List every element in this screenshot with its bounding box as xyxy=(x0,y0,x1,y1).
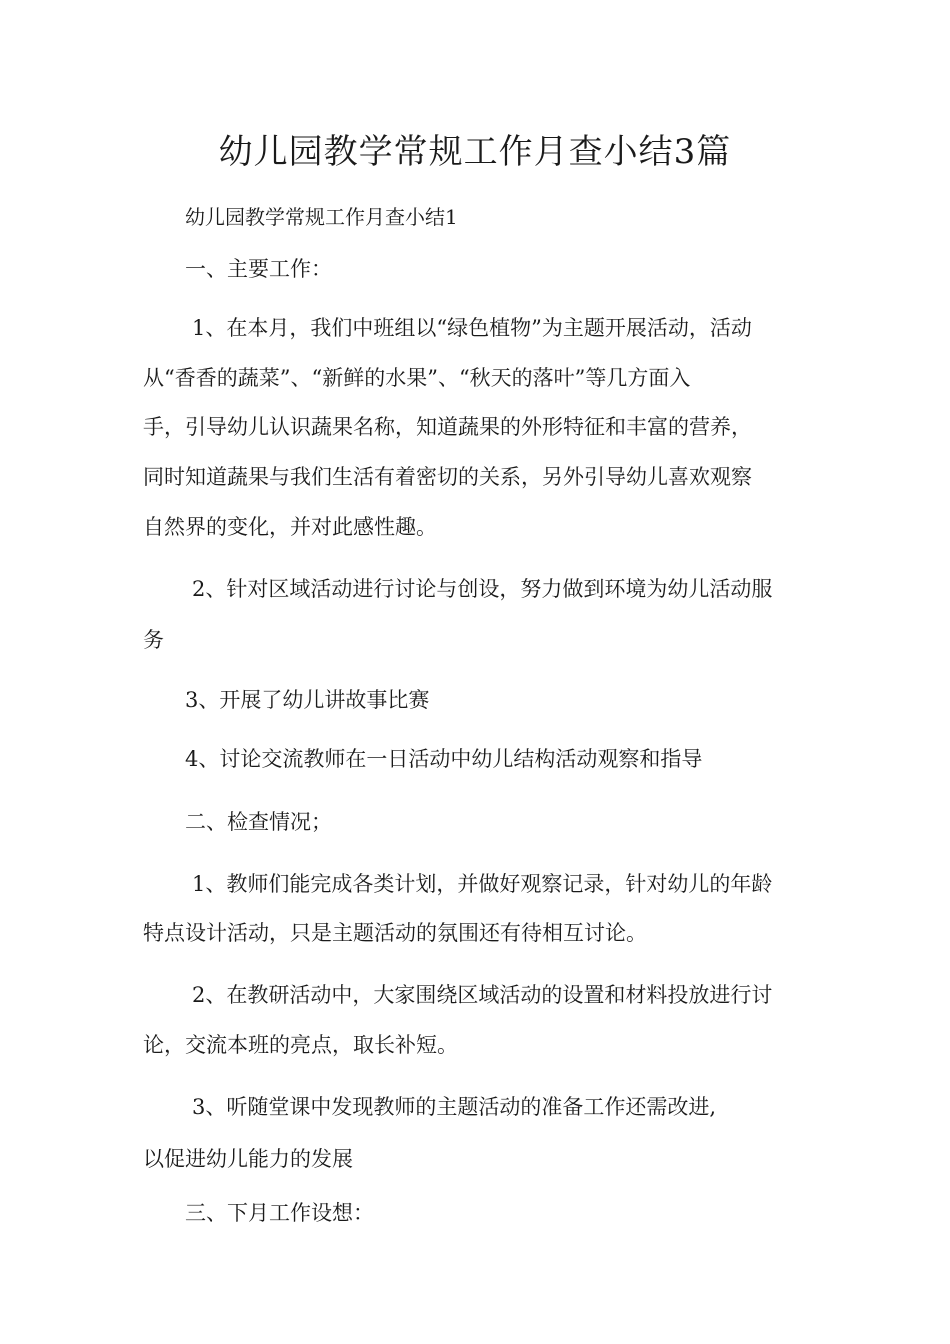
paragraph-line: 务 xyxy=(143,628,164,652)
paragraph-line: 4、讨论交流教师在一日活动中幼儿结构活动观察和指导 xyxy=(185,747,703,771)
paragraph-line: 手，引导幼儿认识蔬果名称，知道蔬果的外形特征和丰富的营养， xyxy=(143,415,752,439)
paragraph-line: 从“香香的蔬菜”、“新鲜的水果”、“秋天的落叶”等几方面入 xyxy=(143,366,691,390)
section-heading-next-month: 三、下月工作设想： xyxy=(185,1201,374,1225)
paragraph-line: 自然界的变化，并对此感性趣。 xyxy=(143,515,437,539)
paragraph-line: 特点设计活动，只是主题活动的氛围还有待相互讨论。 xyxy=(143,921,647,945)
paragraph-line: 3、开展了幼儿讲故事比赛 xyxy=(185,688,430,712)
paragraph-line: 以促进幼儿能力的发展 xyxy=(143,1147,353,1171)
paragraph-line: 1、在本月，我们中班组以“绿色植物”为主题开展活动，活动 xyxy=(192,316,752,340)
section-heading-inspection: 二、检查情况； xyxy=(185,810,332,834)
paragraph-line: 1、教师们能完成各类计划，并做好观察记录，针对幼儿的年龄 xyxy=(192,872,773,896)
paragraph-line: 论，交流本班的亮点，取长补短。 xyxy=(143,1033,458,1057)
document-subtitle: 幼儿园教学常规工作月查小结1 xyxy=(185,205,458,229)
document-title: 幼儿园教学常规工作月查小结3篇 xyxy=(218,132,732,172)
paragraph-line: 3、听随堂课中发现教师的主题活动的准备工作还需改进, xyxy=(192,1095,717,1119)
section-heading-main-work: 一、主要工作： xyxy=(185,257,332,281)
paragraph-line: 同时知道蔬果与我们生活有着密切的关系，另外引导幼儿喜欢观察 xyxy=(143,465,752,489)
paragraph-line: 2、针对区域活动进行讨论与创设，努力做到环境为幼儿活动服 xyxy=(192,577,773,601)
paragraph-line: 2、在教研活动中，大家围绕区域活动的设置和材料投放进行讨 xyxy=(192,983,773,1007)
